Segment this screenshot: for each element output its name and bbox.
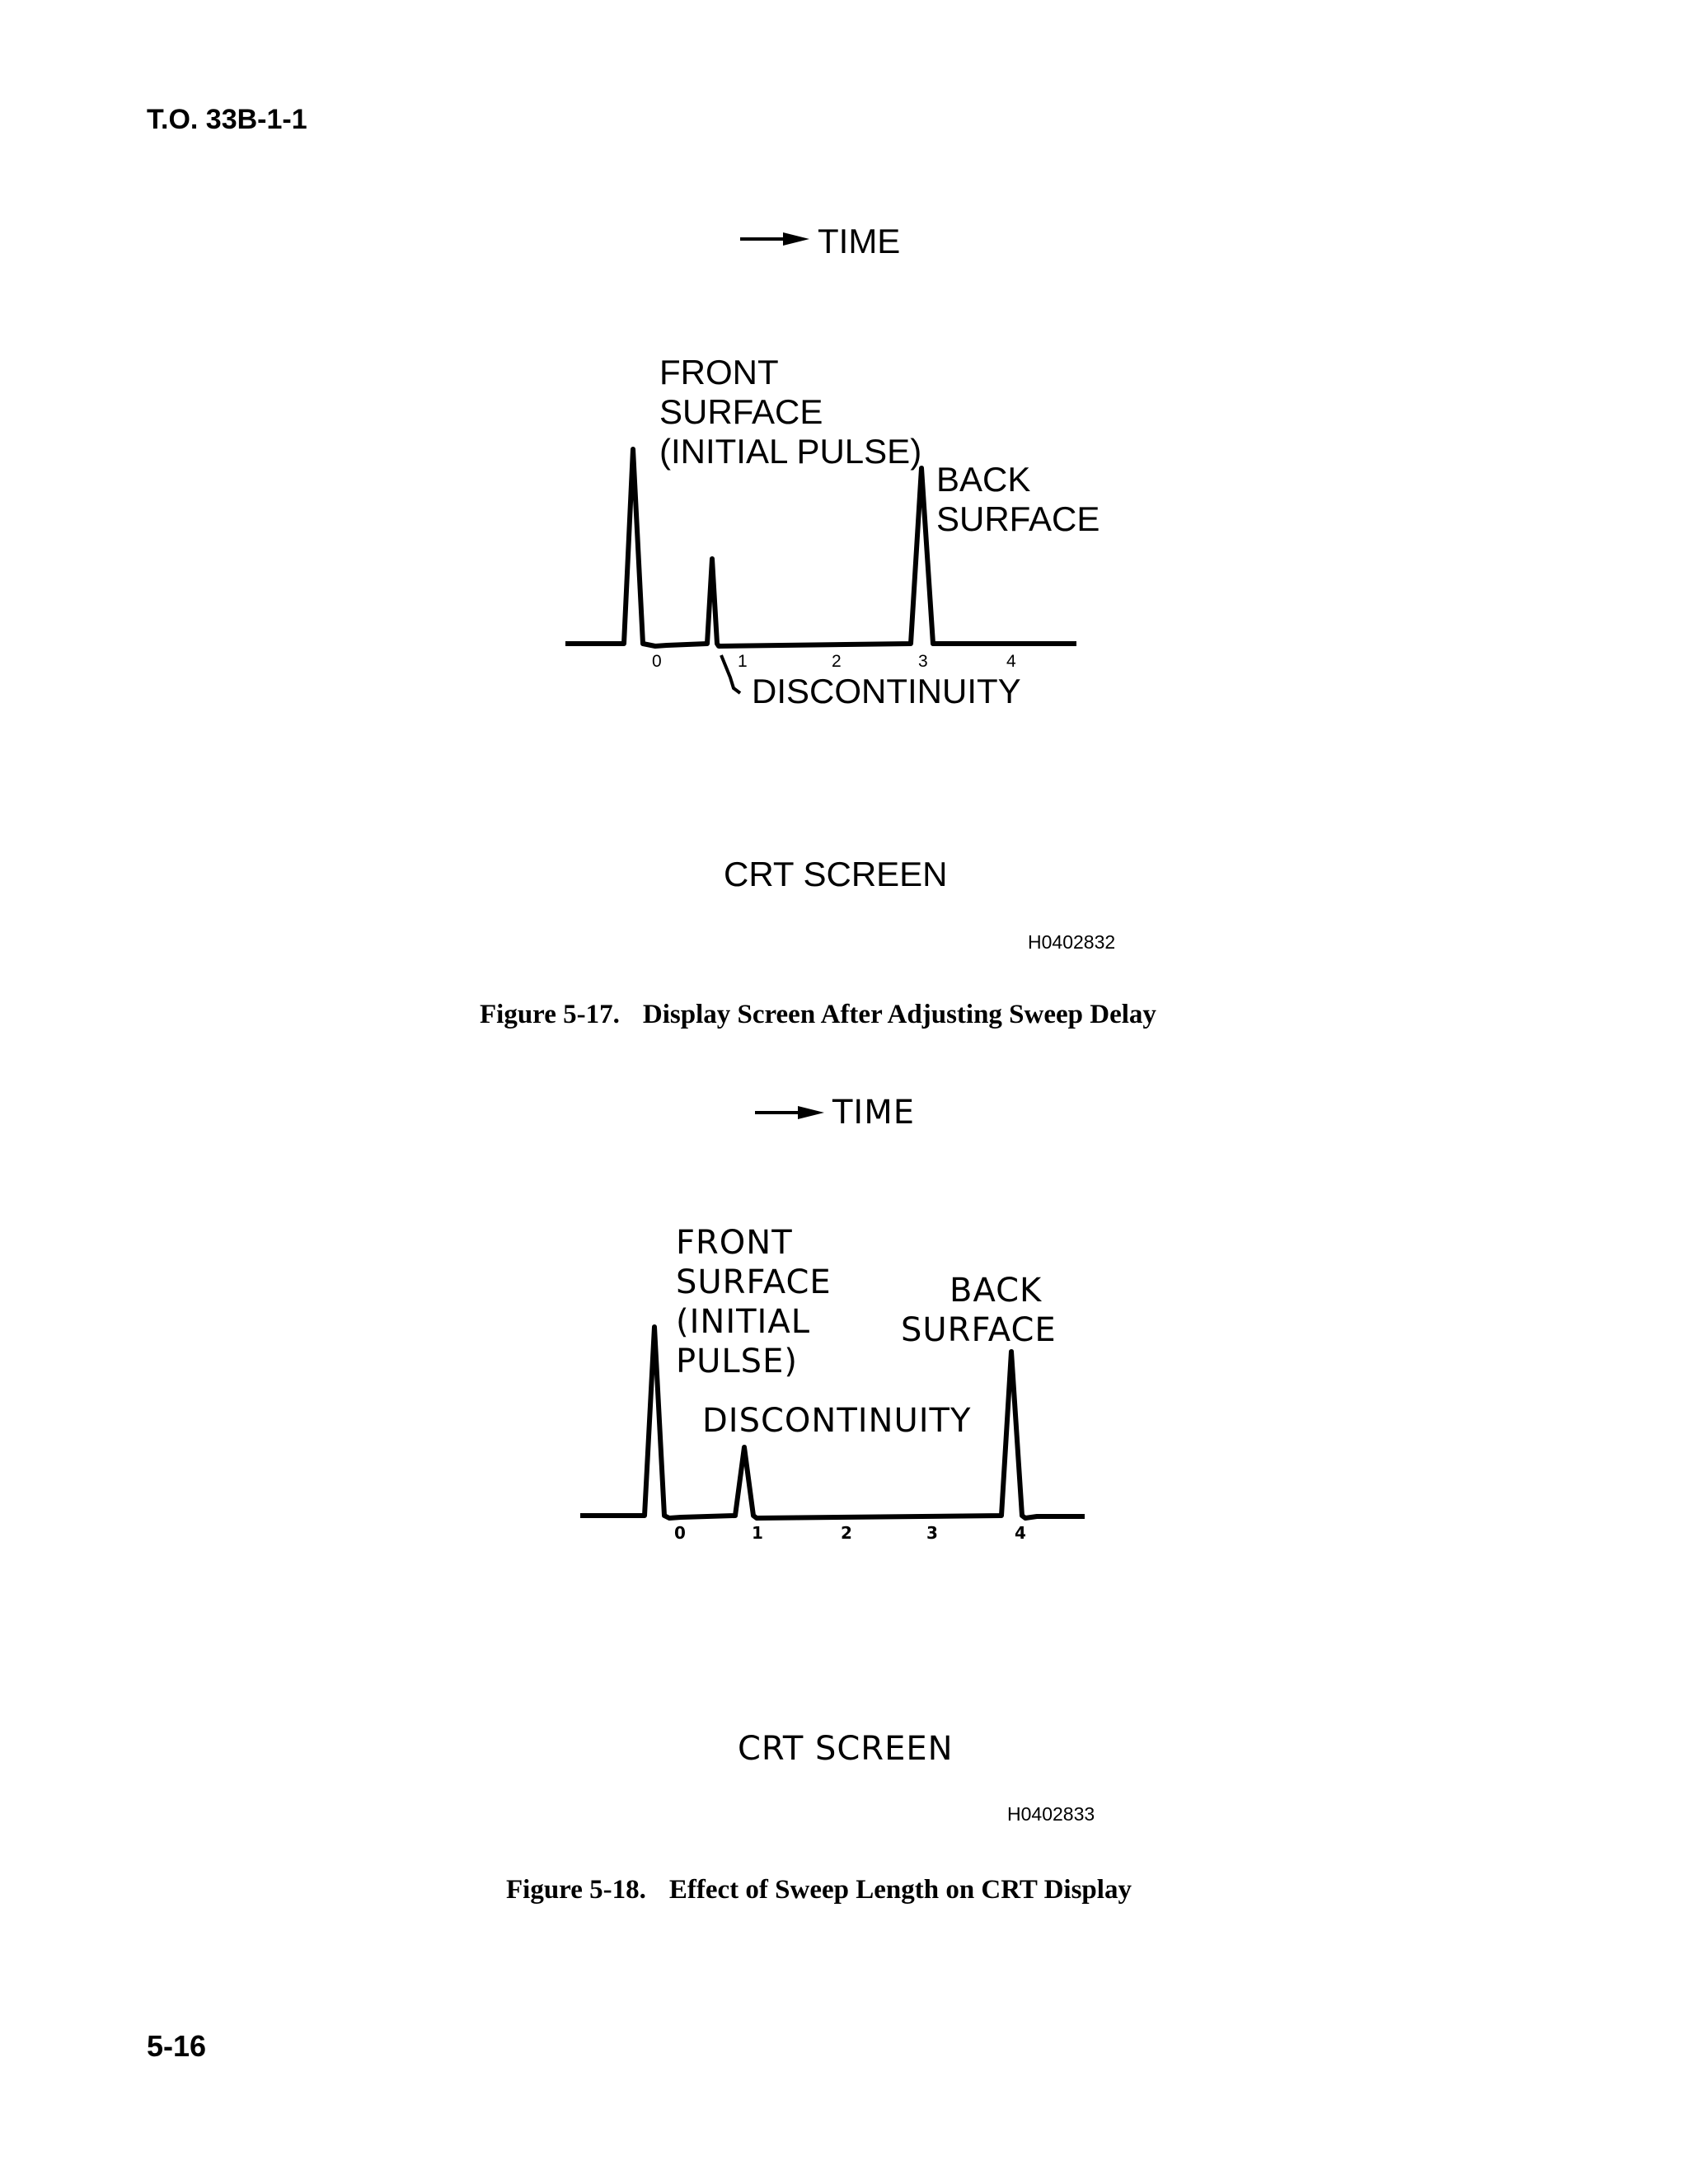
figure-caption: Figure 5-18. Effect of Sweep Length on CRT Display [506, 1875, 1132, 1905]
tick-label: 1 [752, 1523, 763, 1543]
discontinuity-label: DISCONTINUITY [752, 672, 1021, 710]
drawing-code: H0402832 [1028, 931, 1116, 953]
page-number: 5-16 [147, 2029, 207, 2063]
tick-label: 1 [738, 652, 748, 671]
tick-label: 4 [1006, 652, 1016, 671]
tick-label: 2 [832, 652, 842, 671]
time-label: TIME [832, 1094, 916, 1132]
tick-label: 3 [926, 1523, 938, 1543]
tick-label: 0 [652, 652, 662, 671]
figure-caption: Figure 5-17. Display Screen After Adjusting Sweep Delay [480, 1000, 1156, 1029]
back-surface-label-line1: BACK [950, 1272, 1043, 1310]
crt-screen-label: CRT SCREEN [738, 1730, 954, 1768]
crt-screen-label: CRT SCREEN [724, 855, 948, 893]
document-number: T.O. 33B-1-1 [147, 104, 307, 135]
front-surface-label: FRONT SURFACE (INITIAL PULSE) [676, 1224, 832, 1380]
front-surface-label: FRONT SURFACE (INITIAL PULSE) [659, 353, 922, 471]
time-label: TIME [818, 222, 901, 260]
tick-label: 3 [918, 652, 928, 671]
back-surface-label-line2: SURFACE [901, 1311, 1057, 1349]
discontinuity-label: DISCONTINUITY [702, 1402, 972, 1440]
time-arrow-icon [755, 1106, 824, 1119]
drawing-code: H0402833 [1007, 1803, 1095, 1825]
back-surface-label: BACK SURFACE [936, 460, 1100, 538]
tick-label: 2 [841, 1523, 852, 1543]
tick-label: 4 [1015, 1523, 1026, 1543]
tick-label: 0 [674, 1523, 686, 1543]
